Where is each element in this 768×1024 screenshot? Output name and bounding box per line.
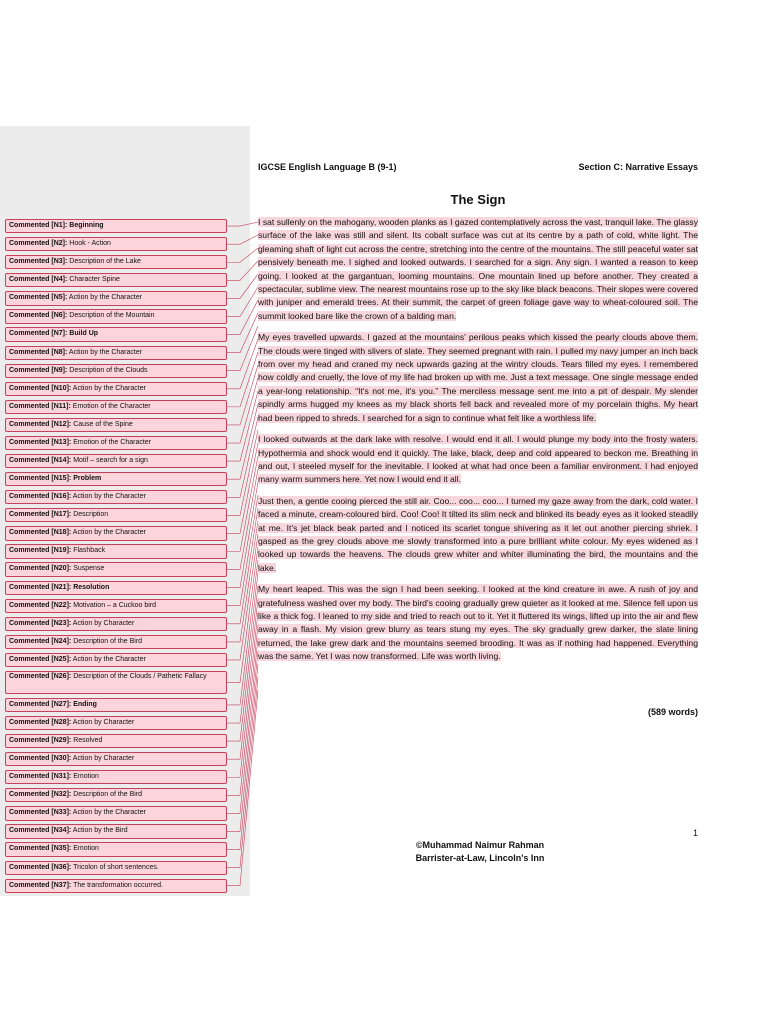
comment-balloon[interactable] [5,716,227,730]
comment-balloon[interactable] [5,490,227,504]
comment-text: Problem [73,475,102,483]
comment-list [5,219,227,897]
comment-balloon[interactable] [5,382,227,396]
page-number: 1 [692,828,698,838]
comment-text: Description of the Clouds / Pathetic Fallacy [73,672,207,680]
paragraph-2: My eyes travelled upwards. I gazed at the mountains' perilous peaks which kissed the pearly clouds above them. The clouds were tinged with slivers of slate. They seemed pregnant with rain. I pulled my navy jumper an inch back from over my head and craned my neck upwards gazing at the wintry clouds. Tears filled my eyes. I remembered how coldly and cruelly, the love of my life had broken up with me. Just a text message. One single message ended a year-long relationship. “It's not me, it's you.” The merciless message sent me into a pit of despair. My slender spindly arms hugged my knees as my black shorts fell back and revealed more of my porcelain thighs. My heart had been ripped to shreds. I searched for a sign to continue what felt like a worthless life. [258,332,698,423]
comment-label: Commented [N27]: [9,700,72,708]
comment-balloon[interactable] [5,788,227,802]
comment-label: Commented [N18]: [9,529,72,537]
comment-text: Emotion of the Character [73,438,152,446]
comment-balloon[interactable] [5,617,227,631]
comment-text: Action by the Character [72,529,146,537]
comment-balloon[interactable] [5,581,227,595]
comment-label: Commented [N29]: [9,737,72,744]
comment-label: Commented [N10]: [9,384,72,392]
comment-label: Commented [N3]: [9,258,68,266]
comment-text: Build Up [69,330,99,338]
story-body [258,216,698,672]
comment-balloon[interactable] [5,472,227,486]
comment-text: Resolution [73,583,110,591]
comment-balloon[interactable] [5,400,227,414]
paragraph-5: My heart leaped. This was the sign I had been seeking. I looked at the kind creature in awe. A rush of joy and gratefulness washed over my body. The bird's cooing gradually grew quieter as it looked at me. Silence fell upon us like a thick fog. I leaned to my side and tried to reach out to it. Yet it fluttered its wings, lifted up into the air and flew away in a flash. My vision grew blurry as tears stung my eyes. The sky gradually grew darker, the slate lining returned, the lake grew dark and the mountains seemed brooding. It was as if nothing had happened. Everything was the same. Yet I was now transformed. Life was worth living. [258,584,698,662]
paragraph-1: I sat sullenly on the mahogany, wooden planks as I gazed contemplatively across the vast, tranquil lake. The glassy surface of the lake was still and silent. Its cobalt surface was cut at its centre by a path of cold, white light. The gleaming shaft of light cut across the centre, stretching into the centre of the mountains. The still peaceful water sat pensively beneath me. I sighed and looked outwards. I searched for a sign. Any sign. I wanted a reason to keep going. I looked at the gargantuan, looming mountains. One mountain lined up before another. They created a spectacular, sublime view. The nearest mountains rose up to the sky like black beacons. Their slopes were covered with juniper and emerald trees. At their summit, the carpet of green foliage gave way to wheat-coloured soil. The summit looked bare like the crown of a balding man. [258,217,698,321]
comment-text: Description of the Bird [73,791,143,799]
comment-text: Action by Character [72,619,135,627]
comment-balloon[interactable] [5,436,227,450]
comment-text: Action by the Character [72,384,146,392]
comment-label: Commented [N34]: [9,827,72,835]
comment-text: Action by the Character [72,809,146,817]
story-title: The Sign [450,192,506,207]
comment-label: Commented [N37]: [9,881,72,889]
comment-balloon[interactable] [5,508,227,522]
comment-text: Description of the Mountain [69,312,155,320]
comment-balloon[interactable] [5,237,227,251]
comment-text: Hook - Action [69,240,111,248]
comment-text: Emotion [73,773,99,781]
comment-balloon[interactable] [5,454,227,468]
comment-balloon[interactable] [5,219,227,233]
comment-text: Action by the Character [72,493,146,501]
comment-balloon[interactable] [5,327,227,341]
comment-text: Ending [73,700,97,708]
comment-text: Description of the Bird [73,637,143,645]
comment-label: Commented [N16]: [9,493,72,501]
comment-label: Commented [N8]: [9,348,68,356]
comment-text: Action by Character [72,718,135,726]
comment-text: Emotion [73,845,99,853]
comment-label: Commented [N28]: [9,718,72,726]
comment-balloon[interactable] [5,635,227,649]
comment-balloon[interactable] [5,842,227,856]
comment-text: Cause of the Spine [73,420,133,428]
comment-label: Commented [N17]: [9,511,72,519]
comment-text: Flashback [73,547,106,555]
comment-text: Emotion of the Character [72,402,151,410]
comment-label: Commented [N12]: [9,420,72,428]
paragraph-4: Just then, a gentle cooing pierced the still air. Coo... coo... coo... I turned my gaze away from the dark, cold water. I faced a minute, cream-coloured bird. Coo! Coo! It tilted its slim neck and blinked its beady eyes as it looked steadily at me. It's jet black beak parted and I noticed its scarlet tongue shivering as it let out another piercing shriek. I gasped as the grey clouds above me slowly transformed into a pure brilliant white colour. My eyes widened as I looked up towards the heavens. The clouds grew whiter and whiter illuminating the bird, the mountains and the lake. [258,495,698,573]
comment-balloon[interactable] [5,824,227,838]
comment-text: Description of the Clouds [69,366,148,374]
comment-balloon[interactable] [5,861,227,875]
comment-balloon[interactable] [5,255,227,269]
comment-label: Commented [N26]: [9,672,72,680]
comment-label: Commented [N4]: [9,276,68,284]
footer-author: ©Muhammad Naimur Rahman [415,840,545,850]
comment-text: Tricolon of short sentences. [73,863,159,871]
comment-text: Suspense [73,565,105,573]
comment-balloon[interactable] [5,599,227,613]
comment-text: Action by the Bird [72,827,128,835]
comment-balloon[interactable] [5,752,227,766]
comment-text: Character Spine [69,276,120,284]
comment-text: Action by Character [72,755,135,763]
comment-balloon[interactable] [5,526,227,540]
comment-balloon[interactable] [5,309,227,323]
comment-label: Commented [N20]: [9,565,72,573]
paragraph-3: I looked outwards at the dark lake with resolve. I would end it all. I would plunge my body into the frosty waters. Hypothermia and shock would end it quickly. The lake, black, deep and cold appeared to beckon me. Breathing in and out, I steeled myself for the inevitable. I looked at what had once been a familiar environment. I had enjoyed many warm summers here. Yet now I would end it all. [258,434,698,485]
comment-balloon[interactable] [5,671,227,694]
comment-balloon[interactable] [5,562,227,576]
comment-balloon[interactable] [5,291,227,305]
comment-balloon[interactable] [5,698,227,712]
comment-balloon[interactable] [5,544,227,558]
comment-label: Commented [N19]: [9,547,72,555]
comment-label: Commented [N24]: [9,637,72,645]
comment-label: Commented [N14]: [9,457,72,465]
comment-label: Commented [N5]: [9,294,68,302]
comment-text: Motif – search for a sign [73,457,148,465]
comment-balloon[interactable] [5,653,227,667]
comment-label: Commented [N9]: [9,366,68,374]
comment-text: Action by the Character [68,294,143,302]
comment-text: Description of the Lake [69,258,141,266]
comment-label: Commented [N31]: [9,773,72,781]
comment-label: Commented [N6]: [9,312,68,320]
header-section: Section C: Narrative Essays [578,162,698,172]
comment-label: Commented [N36]: [9,863,72,871]
header-course: IGCSE English Language B (9-1) [258,162,397,172]
comment-label: Commented [N13]: [9,438,72,446]
comment-text: Motivation – a Cuckoo bird [73,601,157,609]
comment-label: Commented [N33]: [9,809,72,817]
comment-text: Description [73,511,109,519]
comment-balloon[interactable] [5,418,227,432]
comment-balloon[interactable] [5,806,227,820]
comment-text: Resolved [73,737,103,744]
comment-balloon[interactable] [5,770,227,784]
comment-label: Commented [N21]: [9,583,72,591]
comment-text: The transformation occurred. [73,881,163,889]
comment-label: Commented [N25]: [9,655,72,663]
comment-label: Commented [N22]: [9,601,72,609]
comment-text: Beginning [69,222,104,229]
comment-label: Commented [N23]: [9,619,72,627]
footer-affiliation: Barrister-at-Law, Lincoln's Inn [415,853,545,863]
comment-label: Commented [N30]: [9,755,72,763]
comment-balloon[interactable] [5,273,227,287]
comment-label: Commented [N15]: [9,475,72,483]
comment-balloon[interactable] [5,734,227,748]
comment-text: Action by the Character [72,655,146,663]
comment-label: Commented [N2]: [9,240,68,248]
comment-label: Commented [N7]: [9,330,68,338]
comment-label: Commented [N32]: [9,791,72,799]
comment-balloon[interactable] [5,364,227,378]
comment-label: Commented [N1]: [9,222,68,229]
comment-label: Commented [N35]: [9,845,72,853]
word-count: (589 words) [647,707,698,717]
comment-balloon[interactable] [5,346,227,360]
comment-label: Commented [N11]: [9,402,71,410]
comment-text: Action by the Character [68,348,143,356]
comment-balloon[interactable] [5,879,227,893]
